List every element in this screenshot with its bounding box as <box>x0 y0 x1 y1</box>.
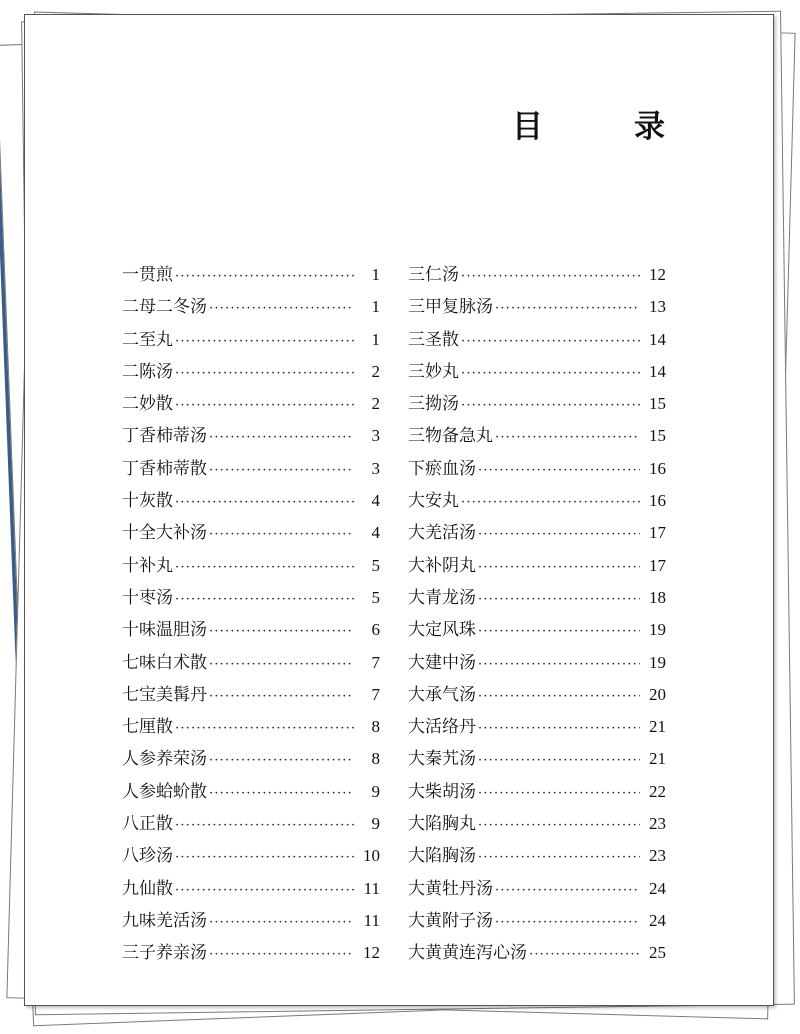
dot-leader <box>175 261 354 293</box>
toc-entry[interactable] <box>408 291 666 323</box>
toc-entry[interactable] <box>122 517 380 549</box>
toc-entry-title: 大定风珠 <box>408 620 476 641</box>
dot-leader <box>495 907 640 939</box>
toc-entry-page-number: 24 <box>649 878 666 898</box>
toc-entry-title: 三甲复脉汤 <box>408 297 493 318</box>
dot-leader <box>175 810 354 842</box>
toc-entry-title: 下瘀血汤 <box>408 458 476 479</box>
toc-entry-page-number: 20 <box>649 684 666 704</box>
toc-entry-title: 大青龙汤 <box>408 587 476 608</box>
toc-right-column <box>408 259 666 970</box>
toc-entry-page-number: 22 <box>649 781 666 801</box>
toc-entry-page-number: 2 <box>371 394 380 414</box>
toc-entry-title: 三圣散 <box>408 329 459 350</box>
toc-entry[interactable] <box>122 840 380 872</box>
toc-entry-title: 十补丸 <box>122 555 173 576</box>
dot-leader <box>478 519 640 551</box>
toc-entry[interactable] <box>122 453 380 485</box>
toc-entry-page-number: 23 <box>649 814 666 834</box>
toc-entry-page-number: 2 <box>371 361 380 381</box>
toc-entry-title: 九仙散 <box>122 878 173 899</box>
toc-entry-title: 八正散 <box>122 814 173 835</box>
toc-entry-page-number: 18 <box>649 587 666 607</box>
toc-entry[interactable] <box>122 259 380 291</box>
dot-leader <box>175 875 354 907</box>
dot-leader <box>209 778 354 810</box>
toc-entry[interactable] <box>122 324 380 356</box>
toc-entry-title: 大羌活汤 <box>408 523 476 544</box>
toc-entry-title: 三妙丸 <box>408 361 459 382</box>
toc-entry[interactable] <box>122 614 380 646</box>
toc-entry-page-number: 24 <box>649 910 666 930</box>
toc-entry[interactable] <box>408 356 666 388</box>
toc-entry[interactable] <box>408 517 666 549</box>
toc-entry[interactable] <box>408 453 666 485</box>
toc-entry-title: 大补阴丸 <box>408 555 476 576</box>
toc-entry-title: 大活络丹 <box>408 717 476 738</box>
toc-entry[interactable] <box>408 324 666 356</box>
toc-entry-title: 大柴胡汤 <box>408 781 476 802</box>
dot-leader <box>209 519 354 551</box>
toc-entry[interactable] <box>122 291 380 323</box>
toc-entry-page-number: 12 <box>649 265 666 284</box>
toc-entry-title: 大建中汤 <box>408 652 476 673</box>
toc-entry-page-number: 15 <box>649 394 666 414</box>
toc-entry-page-number: 17 <box>649 523 666 543</box>
toc-entry-page-number: 21 <box>649 749 666 769</box>
toc-entry-page-number: 21 <box>649 717 666 737</box>
toc-entry-title: 丁香柿蒂散 <box>122 458 207 479</box>
toc-entry-page-number: 3 <box>371 458 380 478</box>
toc-entry-page-number: 16 <box>649 458 666 478</box>
toc-entry[interactable] <box>122 808 380 840</box>
toc-entry[interactable] <box>122 905 380 937</box>
dot-leader <box>478 713 640 745</box>
dot-leader <box>461 326 640 358</box>
toc-entry[interactable] <box>122 937 380 969</box>
toc-left-column <box>122 259 380 970</box>
dot-leader <box>209 616 354 648</box>
toc-entry-page-number: 4 <box>371 523 380 543</box>
dot-leader <box>461 390 640 422</box>
toc-entry-title: 十全大补汤 <box>122 523 207 544</box>
dot-leader <box>209 939 354 971</box>
dot-leader <box>209 745 354 777</box>
toc-entry[interactable] <box>122 679 380 711</box>
toc-entry-title: 大黄附子汤 <box>408 910 493 931</box>
toc-entry-page-number: 17 <box>649 555 666 575</box>
toc-entry-title: 八珍汤 <box>122 846 173 867</box>
toc-entry-page-number: 8 <box>371 749 380 769</box>
dot-leader <box>175 713 354 745</box>
dot-leader <box>175 842 354 874</box>
toc-entry-title: 人参养荣汤 <box>122 749 207 770</box>
dot-leader <box>175 326 354 358</box>
toc-entry[interactable] <box>408 259 666 291</box>
dot-leader <box>461 261 640 293</box>
toc-entry-title: 十味温胆汤 <box>122 620 207 641</box>
toc-entry[interactable] <box>122 873 380 905</box>
toc-entry-title: 大陷胸汤 <box>408 846 476 867</box>
toc-entry-page-number: 3 <box>371 426 380 446</box>
dot-leader <box>495 422 640 454</box>
toc-entry-page-number: 11 <box>363 878 380 898</box>
toc-entry[interactable] <box>122 550 380 582</box>
toc-entry-title: 二至丸 <box>122 329 173 350</box>
dot-leader <box>478 842 640 874</box>
toc-entry[interactable] <box>408 873 666 905</box>
toc-entry[interactable] <box>122 776 380 808</box>
toc-entry-page-number: 7 <box>371 684 380 704</box>
toc-entry[interactable] <box>408 420 666 452</box>
toc-entry[interactable] <box>408 388 666 420</box>
toc-entry[interactable] <box>122 582 380 614</box>
dot-leader <box>209 455 354 487</box>
dot-leader <box>495 293 640 325</box>
dot-leader <box>478 745 640 777</box>
dot-leader <box>478 552 640 584</box>
toc-entry-title: 二陈汤 <box>122 361 173 382</box>
toc-entry-title: 七味白术散 <box>122 652 207 673</box>
dot-leader <box>495 875 640 907</box>
toc-entry[interactable] <box>408 776 666 808</box>
toc-entry-page-number: 25 <box>649 943 666 963</box>
toc-entry-page-number: 5 <box>371 587 380 607</box>
toc-entry[interactable] <box>408 614 666 646</box>
toc-entry-page-number: 10 <box>363 846 380 866</box>
toc-entry-title: 二妙散 <box>122 394 173 415</box>
toc-entry-page-number: 4 <box>371 491 380 511</box>
toc-entry-page-number: 19 <box>649 652 666 672</box>
dot-leader <box>175 358 354 390</box>
toc-entry-title: 大秦艽汤 <box>408 749 476 770</box>
toc-entry-title: 三物备急丸 <box>408 426 493 447</box>
toc-entry-page-number: 7 <box>371 652 380 672</box>
toc-entry-page-number: 14 <box>649 361 666 381</box>
dot-leader <box>209 681 354 713</box>
dot-leader <box>478 616 640 648</box>
toc-entry[interactable] <box>408 582 666 614</box>
toc-entry-page-number: 19 <box>649 620 666 640</box>
toc-entry[interactable] <box>408 840 666 872</box>
toc-entry[interactable] <box>408 905 666 937</box>
toc-entry-title: 九味羌活汤 <box>122 910 207 931</box>
toc-entry-page-number: 1 <box>371 329 380 349</box>
toc-entry[interactable] <box>122 420 380 452</box>
dot-leader <box>478 649 640 681</box>
dot-leader <box>209 649 354 681</box>
toc-entry-page-number: 14 <box>649 329 666 349</box>
toc-entry-title: 二母二冬汤 <box>122 297 207 318</box>
toc-entry-title: 十灰散 <box>122 491 173 512</box>
dot-leader <box>461 487 640 519</box>
dot-leader <box>529 939 640 971</box>
toc-entry[interactable] <box>408 937 666 969</box>
dot-leader <box>461 358 640 390</box>
toc-entry-title: 大黄牡丹汤 <box>408 878 493 899</box>
toc-page <box>24 14 774 1006</box>
dot-leader <box>175 390 354 422</box>
toc-entry-title: 大承气汤 <box>408 684 476 705</box>
page-title: 目 录 <box>512 109 695 145</box>
toc-entry-page-number: 12 <box>363 943 380 963</box>
toc-entry-page-number: 23 <box>649 846 666 866</box>
toc-entry-page-number: 15 <box>649 426 666 446</box>
dot-leader <box>175 584 354 616</box>
toc-entry[interactable] <box>122 743 380 775</box>
toc-entry-page-number: 1 <box>371 265 380 284</box>
toc-entry-page-number: 8 <box>371 717 380 737</box>
toc-entry[interactable] <box>408 711 666 743</box>
toc-entry-page-number: 1 <box>371 297 380 317</box>
toc-entry-title: 一贯煎 <box>122 265 173 285</box>
toc-entry-page-number: 9 <box>371 814 380 834</box>
dot-leader <box>175 552 354 584</box>
toc-entry-title: 三子养亲汤 <box>122 943 207 964</box>
toc-entry-title: 人参蛤蚧散 <box>122 781 207 802</box>
toc-entry[interactable] <box>408 550 666 582</box>
toc-entry-page-number: 16 <box>649 491 666 511</box>
toc-entry[interactable] <box>122 711 380 743</box>
toc-entry-title: 七厘散 <box>122 717 173 738</box>
toc-entry[interactable] <box>122 485 380 517</box>
toc-entry-page-number: 5 <box>371 555 380 575</box>
toc-entry-title: 丁香柿蒂汤 <box>122 426 207 447</box>
dot-leader <box>209 293 354 325</box>
toc-entry[interactable] <box>408 808 666 840</box>
toc-entry-page-number: 13 <box>649 297 666 317</box>
toc-entry-title: 七宝美髯丹 <box>122 684 207 705</box>
dot-leader <box>209 422 354 454</box>
toc-entry[interactable] <box>122 388 380 420</box>
toc-entry[interactable] <box>408 679 666 711</box>
toc-entry[interactable] <box>408 485 666 517</box>
toc-entry-page-number: 6 <box>371 620 380 640</box>
dot-leader <box>478 681 640 713</box>
toc-entry-page-number: 11 <box>363 910 380 930</box>
dot-leader <box>209 907 354 939</box>
toc-entry-title: 三仁汤 <box>408 265 459 285</box>
dot-leader <box>478 778 640 810</box>
dot-leader <box>478 584 640 616</box>
toc-entry-title: 三拗汤 <box>408 394 459 415</box>
toc-entry-title: 大安丸 <box>408 491 459 512</box>
toc-entry-title: 大陷胸丸 <box>408 814 476 835</box>
toc-entry-page-number: 9 <box>371 781 380 801</box>
toc-entry-title: 大黄黄连泻心汤 <box>408 943 527 964</box>
toc-entry[interactable] <box>122 647 380 679</box>
dot-leader <box>175 487 354 519</box>
toc-entry[interactable] <box>122 356 380 388</box>
toc-entry[interactable] <box>408 743 666 775</box>
toc-entry-title: 十枣汤 <box>122 587 173 608</box>
dot-leader <box>478 810 640 842</box>
dot-leader <box>478 455 640 487</box>
toc-entry[interactable] <box>408 647 666 679</box>
